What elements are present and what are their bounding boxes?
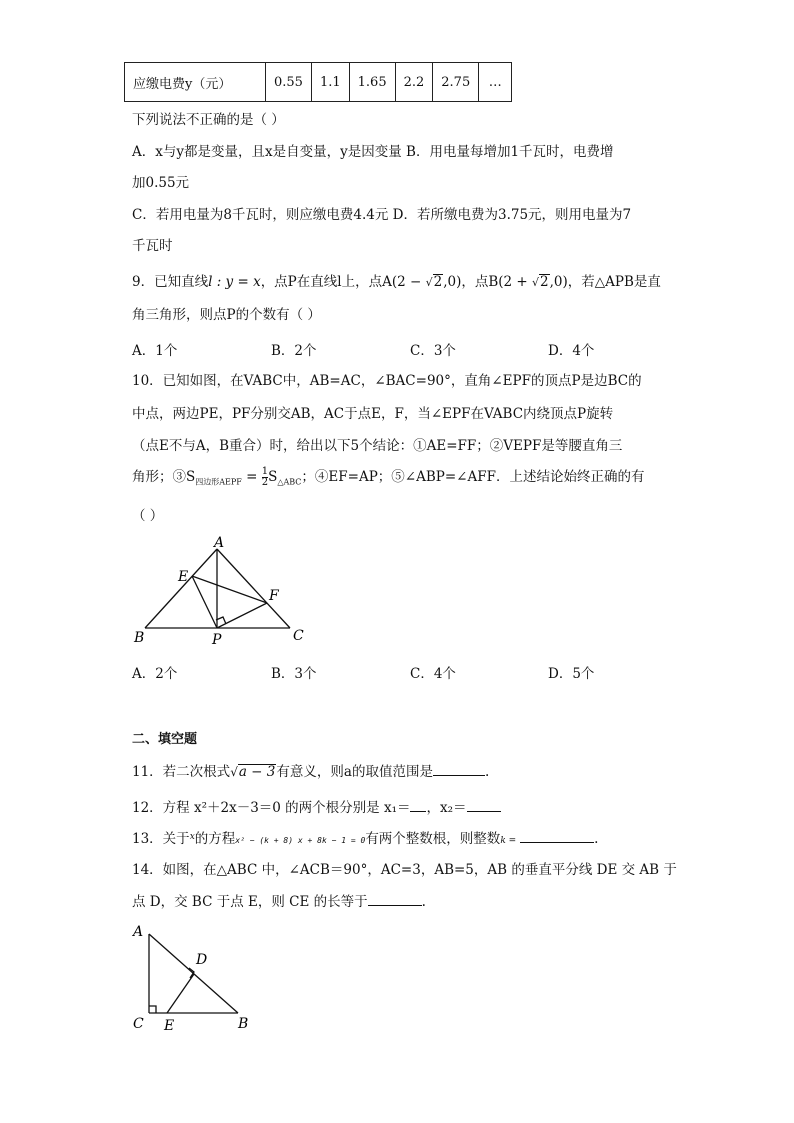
q9-text: ，点P在直线l上，点A(2 −	[260, 274, 426, 290]
table-cell: 2.2	[395, 63, 433, 102]
q10-text: 角形；③S	[132, 469, 196, 485]
q14-line1: 14．如图，在△ABC 中，∠ACB＝90°，AC=3，AB=5，AB 的垂直平分线 DE 交 AB 于	[132, 862, 677, 878]
q10-option-c: C．4个	[410, 666, 456, 682]
q10-text: =	[241, 469, 262, 485]
q11-text: .	[484, 764, 490, 780]
q12-answer-blank-2[interactable]	[467, 797, 501, 812]
q14-text: 点 D，交 BC 于点 E，则 CE 的长等于	[132, 894, 368, 910]
q10-line2: 中点，两边PE，PF分别交AB，AC于点E，F，当∠EPF在VABC内绕顶点P旋转	[132, 406, 614, 422]
q13-line	[132, 827, 598, 851]
q9-option-b: B．2个	[271, 343, 317, 359]
q10-option-a: A．2个	[132, 666, 178, 682]
q12-answer-blank-1[interactable]	[410, 797, 426, 812]
label-e: E	[164, 1018, 175, 1034]
q10-option-d: D．5个	[548, 666, 595, 682]
q9-option-c: C．3个	[410, 343, 456, 359]
table-cell: …	[479, 63, 512, 102]
q13-text: 有两个整数根，则整数	[365, 831, 501, 847]
table-cell: 1.65	[349, 63, 395, 102]
q8-options-ab-line1: A．x与y都是变量，且x是自变量，y是因变量 B．用电量每增加1千瓦时，电费增	[132, 144, 614, 160]
q14-line2	[132, 891, 426, 912]
q11-text: 11．若二次根式	[132, 764, 231, 780]
q9-option-a: A．1个	[132, 343, 178, 359]
q13-variable-k: k =	[500, 836, 517, 846]
label-e: E	[178, 569, 189, 585]
table-cell: 0.55	[266, 63, 312, 102]
label-f: F	[269, 588, 279, 604]
label-a: A	[214, 535, 225, 551]
label-p: P	[212, 632, 222, 648]
label-c: C	[133, 1016, 144, 1032]
q9-text: ,0)，若△APB是直	[549, 274, 661, 290]
q12-text: 12．方程 x²＋2x－3＝0 的两个根分别是 x₁＝	[132, 800, 411, 816]
q10-fraction-den: 2	[261, 477, 269, 488]
q13-equation: x² − (k + 8) x + 8k − 1 = 0	[235, 836, 366, 845]
q9-sqrt: 2	[540, 274, 549, 290]
q8-options-cd-line1: C．若用电量为8千瓦时，则应缴电费4.4元 D．若所缴电费为3.75元，则用电量为7	[132, 207, 632, 223]
q9-line2: 角三角形，则点P的个数有（ ）	[132, 307, 321, 323]
q10-line3: （点E不与A，B重合）时，给出以下5个结论：①AE=FF；②VEPF是等腰直角三	[132, 438, 623, 454]
q10-subscript: △ABC	[277, 477, 302, 487]
q13-answer-blank[interactable]	[520, 828, 594, 843]
q10-line4	[132, 467, 644, 493]
table-cell: 2.75	[433, 63, 479, 102]
q8-options-cd-line2: 千瓦时	[132, 238, 173, 254]
q11-radicand: a − 3	[238, 764, 276, 780]
segment-pf	[217, 603, 267, 628]
q9-line-equation: l : y = x	[208, 274, 261, 290]
q9-line1: 9．已知直线l : y = x，点P在直线l上，点A(2 − √2,0)，点B(2 + √2,0)，若△APB是直	[132, 274, 661, 290]
q11-line: 11．若二次根式√a − 3有意义，则a的取值范围是 .	[132, 761, 489, 782]
table-row	[125, 63, 512, 102]
q9-text: 9．已知直线	[132, 274, 209, 290]
q13-text: .	[594, 831, 599, 847]
right-angle-mark-c	[149, 1006, 156, 1013]
q11-text: 有意义，则a的取值范围是	[276, 764, 433, 780]
q10-fraction-num: 1	[261, 466, 269, 477]
q10-subscript: 四边形AEPF	[195, 477, 242, 487]
q14-triangle-figure	[130, 922, 260, 1034]
q8-stem: 下列说法不正确的是（ ）	[132, 112, 285, 128]
q10-line1: 10．已知如图，在VABC中，AB=AC，∠BAC=90°，直角∠EPF的顶点P是边BC的	[132, 373, 642, 389]
q13-text: 的方程	[194, 831, 236, 847]
fee-table	[124, 62, 512, 102]
q10-line5: （ ）	[132, 508, 164, 524]
q11-answer-blank[interactable]	[433, 761, 485, 776]
label-b: B	[238, 1016, 249, 1032]
q9-sqrt: 2	[433, 274, 443, 290]
q12-line	[132, 797, 501, 818]
segment-ab	[145, 549, 217, 628]
q9-option-d: D．4个	[548, 343, 595, 359]
q14-text: .	[421, 894, 426, 910]
label-c: C	[293, 628, 304, 644]
label-a: A	[133, 924, 144, 940]
label-b: B	[134, 630, 145, 646]
table-cell: 1.1	[311, 63, 349, 102]
q10-text: ；④EF=AP；⑤∠ABP=∠AFF．上述结论始终正确的有	[301, 469, 645, 485]
q10-triangle-figure	[130, 536, 310, 648]
q12-text: ，x₂＝	[426, 800, 467, 816]
q13-text: 13．关于	[132, 831, 190, 847]
q8-options-ab-line2: 加0.55元	[132, 175, 190, 191]
label-d: D	[196, 952, 208, 968]
q9-text: ,0)，点B(2 +	[443, 274, 533, 290]
q14-answer-blank[interactable]	[368, 891, 422, 906]
q10-text: S	[268, 469, 278, 485]
q10-option-b: B．3个	[271, 666, 317, 682]
section-title: 二、填空题	[132, 732, 198, 747]
segment-de	[167, 974, 194, 1013]
q13-variable: x	[189, 832, 195, 842]
table-label-cell: 应缴电费y（元）	[125, 63, 266, 102]
